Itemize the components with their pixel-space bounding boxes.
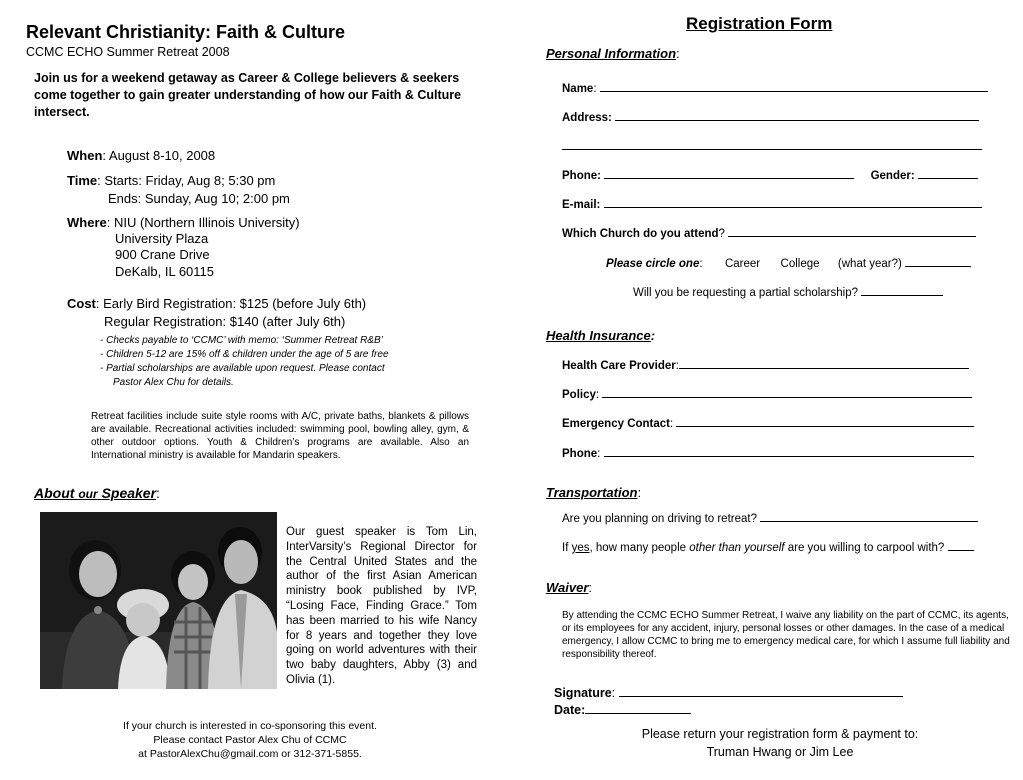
signature-row: Signature:: [554, 685, 903, 700]
event-intro: Join us for a weekend getaway as Career & College believers & seekers come together to gain greater understanding of how our Faith & Culture intersect.: [34, 71, 462, 119]
date-label: Date:: [554, 703, 586, 717]
personal-heading-text: Personal Information: [546, 46, 677, 61]
carpool-field[interactable]: [948, 539, 974, 551]
policy-label: Policy: [562, 389, 596, 401]
about-word: About: [34, 485, 75, 501]
circle-label: Please circle one: [606, 258, 700, 270]
speaker-word: Speaker: [101, 485, 157, 501]
our-word: our: [78, 487, 98, 501]
heading-colon: :: [156, 485, 160, 501]
carpool-end: are you willing to carpool with?: [787, 542, 945, 554]
phone-gender-row: [562, 167, 978, 182]
where-line4: DeKalb, IL 60115: [115, 264, 215, 279]
scholarship-field[interactable]: [861, 284, 943, 296]
cost-row: [67, 296, 366, 313]
emergency-label: Emergency Contact: [562, 418, 671, 430]
where-line2: University Plaza: [115, 231, 209, 246]
when-row: [67, 148, 215, 165]
date-field[interactable]: [585, 702, 691, 714]
carpool-mid: , how many people: [589, 542, 687, 554]
address-line2-row: [562, 138, 982, 153]
address-label: Address:: [562, 112, 612, 124]
health-phone-field[interactable]: [604, 445, 974, 457]
name-label: Name: [562, 83, 594, 95]
sponsor-line2: Please contact Pastor Alex Chu of CCMC: [153, 734, 347, 746]
where-line3: 900 Crane Drive: [115, 247, 210, 262]
transport-heading-text: Transportation: [546, 485, 638, 500]
note-checks: - Checks payable to ‘CCMC’ with memo: ‘Summer Retreat R&B’: [100, 335, 383, 346]
gender-field[interactable]: [918, 167, 978, 179]
speaker-bio: Our guest speaker is Tom Lin, InterVarsity’s Regional Director for the Central United States and the author of the first Asian American ministry book published by IVP, “Losing Face, Finding Grace.” Tom has been married to his wife Nancy for 8 years and together they love going on world adventures with their two baby daughters, Abby (3) and Olivia (1).: [286, 526, 477, 686]
sponsor-line3: at PastorAlexChu@gmail.com or 312-371-5855.: [138, 748, 362, 760]
church-row: Which Church do you attend?: [562, 225, 976, 240]
about-speaker-heading: [34, 485, 160, 501]
when-value: : August 8-10, 2008: [102, 148, 216, 163]
signature-field[interactable]: [619, 685, 903, 697]
carpool-yes: yes: [571, 542, 590, 554]
carpool-if: If: [562, 542, 569, 554]
cost-regular: Regular Registration: $140 (after July 6th): [104, 314, 346, 329]
circle-one-row: [606, 255, 971, 270]
email-label: E-mail:: [562, 199, 601, 211]
waiver-text: By attending the CCMC ECHO Summer Retreat, I waive any liability on the part of CCMC, its agents, or its employees for any accident, injury, personal losses or other damages. In the case of a medical emergency, I allow CCMC to bring me to emergency medical care, for which I assume full liability and responsibility thereof.: [562, 610, 1010, 660]
cost-early: : Early Bird Registration: $125 (before July 6th): [95, 296, 367, 311]
note-scholarship: - Partial scholarships are available upon request. Please contact: [100, 363, 385, 374]
health-phone-row: Phone:: [562, 445, 974, 460]
where-line1: : NIU (Northern Illinois University): [106, 215, 300, 230]
registration-form-title: Registration Form: [686, 14, 833, 33]
when-label: When: [67, 148, 103, 163]
provider-row: Health Care Provider:: [562, 357, 969, 372]
return-line1: Please return your registration form & payment to:: [641, 727, 919, 741]
address-row: [562, 109, 979, 124]
emergency-field[interactable]: [676, 415, 974, 427]
waiver-heading: Waiver:: [546, 580, 593, 595]
health-insurance-heading: Health Insurance:: [546, 328, 656, 343]
sponsor-info: [100, 719, 400, 761]
return-line2: Truman Hwang or Jim Lee: [706, 745, 854, 759]
option-year-label: (what year?): [837, 258, 902, 270]
year-field[interactable]: [905, 255, 971, 267]
address-line2-field[interactable]: [562, 138, 982, 150]
cost-label: Cost: [67, 296, 96, 311]
driving-question: Are you planning on driving to retreat?: [562, 513, 757, 525]
health-phone-label: Phone: [562, 448, 598, 460]
phone-label: Phone:: [562, 170, 601, 182]
scholarship-row: [633, 284, 943, 299]
option-career[interactable]: Career: [724, 258, 761, 270]
facilities-text: Retreat facilities include suite style rooms with A/C, private baths, blankets & pillows are available. Recreational activities included: swimming pool, bowling alley, gym, & other outdoor options. Youth & Children’s programs are available. Also an International ministry is available for Mandarin speakers.: [91, 411, 469, 461]
option-college[interactable]: College: [780, 258, 820, 270]
family-photo-illustration: [40, 512, 277, 689]
scholarship-question: Will you be requesting a partial scholarship?: [633, 287, 859, 299]
email-row: [562, 196, 982, 211]
church-label: Which Church do you attend: [562, 228, 719, 240]
address-field[interactable]: [615, 109, 979, 121]
circle-colon: :: [699, 258, 703, 270]
carpool-row: [562, 539, 974, 554]
where-label: Where: [67, 215, 107, 230]
event-subtitle: CCMC ECHO Summer Retreat 2008: [26, 45, 230, 59]
church-field[interactable]: [728, 225, 976, 237]
time-label: Time: [67, 173, 98, 188]
email-field[interactable]: [604, 196, 982, 208]
time-end: Ends: Sunday, Aug 10; 2:00 pm: [108, 191, 290, 206]
driving-field[interactable]: [760, 510, 978, 522]
policy-field[interactable]: [602, 386, 972, 398]
personal-info-heading: Personal Information:: [546, 46, 680, 61]
where-row: [67, 215, 300, 232]
return-instructions: [560, 725, 1000, 761]
gender-label: Gender:: [870, 170, 915, 182]
signature-label: Signature: [554, 686, 612, 700]
speaker-family-photo: [40, 512, 277, 689]
note-contact: Pastor Alex Chu for details.: [113, 377, 234, 388]
driving-row: [562, 510, 978, 525]
name-row: Name:: [562, 80, 988, 95]
carpool-other: other than yourself: [689, 542, 785, 554]
time-start: : Starts: Friday, Aug 8; 5:30 pm: [97, 173, 276, 188]
waiver-heading-text: Waiver: [546, 580, 589, 595]
health-heading-text: Health Insurance: [546, 328, 651, 343]
event-title: Relevant Christianity: Faith & Culture: [26, 22, 346, 42]
provider-field[interactable]: [679, 357, 969, 369]
policy-row: Policy:: [562, 386, 972, 401]
note-children: - Children 5-12 are 15% off & children under the age of 5 are free: [100, 349, 389, 360]
phone-field[interactable]: [604, 167, 854, 179]
time-row: [67, 173, 275, 190]
emergency-row: Emergency Contact:: [562, 415, 974, 430]
sponsor-line1: If your church is interested in co-sponsoring this event.: [123, 720, 377, 732]
date-row: [554, 702, 691, 717]
name-field[interactable]: [600, 80, 988, 92]
provider-label: Health Care Provider: [562, 360, 676, 372]
transportation-heading: Transportation:: [546, 485, 642, 500]
